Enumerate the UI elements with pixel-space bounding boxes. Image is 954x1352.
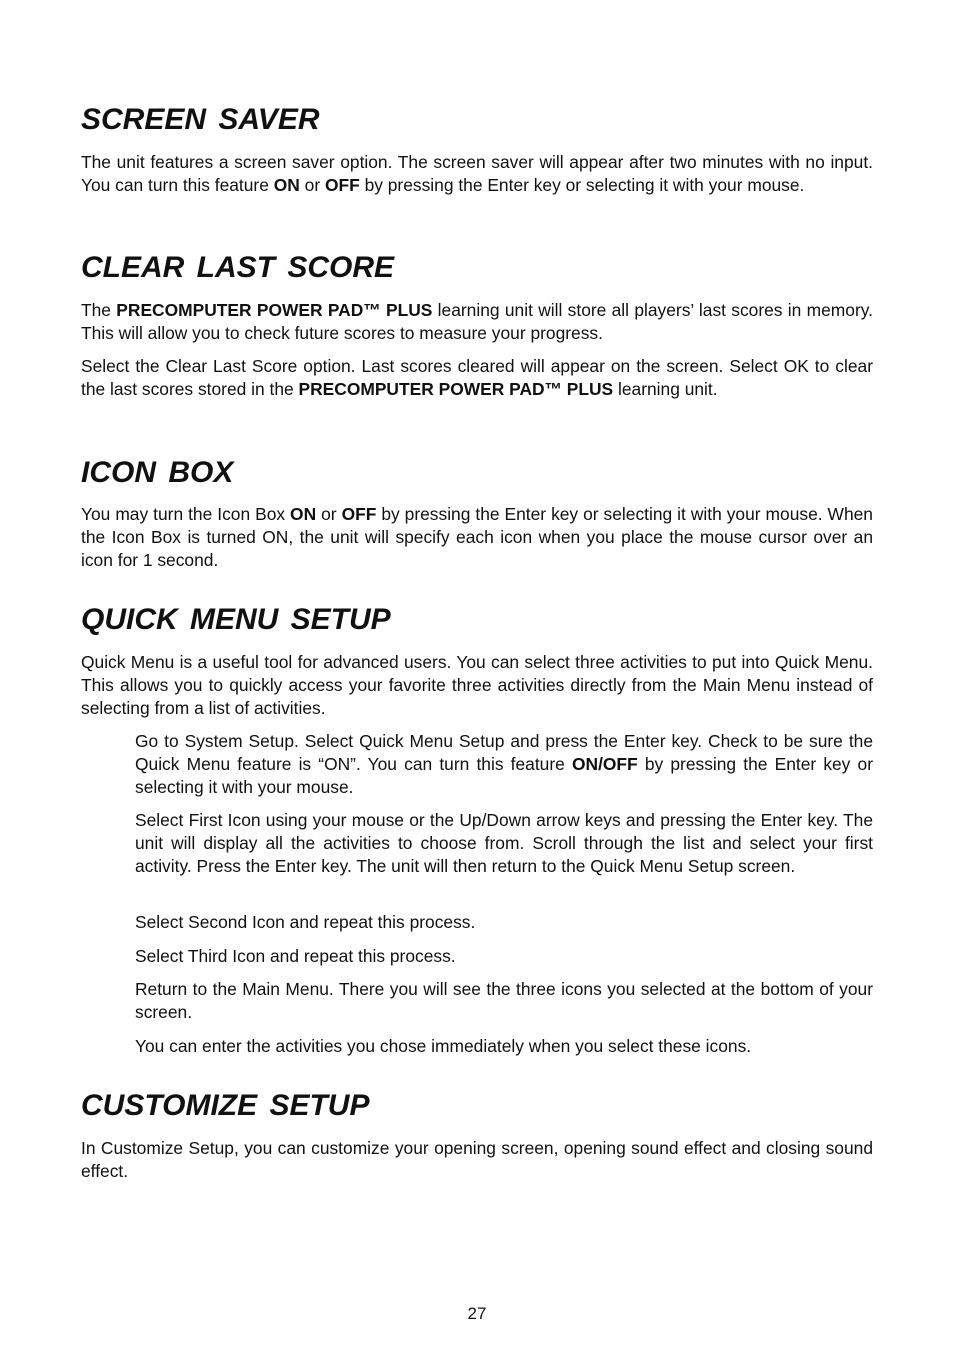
text-span: by pressing the Enter key or selecting it with your mouse.	[359, 175, 805, 195]
bold-product-name: PRECOMPUTER POWER PAD™ PLUS	[298, 379, 614, 399]
quick-menu-step-2: Select First Icon using your mouse or the Up/Down arrow keys and pressing the Enter key. The unit will display all the activities to choose from. Scroll through the list and select your first activity. Press the Enter key. The unit will then return to the Quick Menu Setup screen.	[135, 810, 873, 876]
quick-menu-step-3: Select Second Icon and repeat this process.	[135, 912, 476, 932]
bold-on-off: ON/OFF	[571, 754, 638, 774]
heading-quick-menu-setup: QUICK MENU SETUP	[81, 603, 391, 636]
quick-menu-step-5: Return to the Main Menu. There you will see the three icons you selected at the bottom of your screen.	[135, 979, 873, 1022]
icon-box-paragraph	[81, 503, 873, 572]
text-span: learning unit.	[613, 379, 718, 399]
quick-menu-step-6: You can enter the activities you chose immediately when you select these icons.	[135, 1036, 752, 1056]
heading-screen-saver: SCREEN SAVER	[81, 103, 320, 136]
page-number: 27	[467, 1304, 487, 1323]
bold-on: ON	[290, 504, 317, 524]
heading-icon-box: ICON BOX	[81, 456, 234, 489]
heading-customize-setup: CUSTOMIZE SETUP	[81, 1089, 370, 1122]
text-span: by pressing the Enter key or selecting it with your mouse. When the Icon Box is turned ON, the unit will specify each icon when you place the mouse cursor over an icon for 1 second.	[81, 504, 873, 570]
clear-last-score-paragraph-2	[81, 355, 873, 401]
quick-menu-intro-paragraph: Quick Menu is a useful tool for advanced users. You can select three activities to put into Quick Menu. This allows you to quickly access your favorite three activities directly from the Main Menu instead of selecting from a list of activities.	[81, 652, 873, 718]
bold-off: OFF	[341, 504, 377, 524]
text-span: Go to System Setup. Select Quick Menu Setup and press the Enter key. Check to be sure the Quick Menu feature is “ON”. You can turn this feature	[135, 731, 873, 774]
screen-saver-paragraph	[81, 151, 873, 197]
quick-menu-step-1	[135, 730, 873, 799]
text-span: The	[81, 300, 117, 320]
text-span: Select the Clear Last Score option. Last scores cleared will appear on the screen. Select OK to clear the last scores stored in the	[81, 356, 873, 399]
bold-off: OFF	[324, 175, 360, 195]
text-span: or	[316, 504, 342, 524]
heading-clear-last-score: CLEAR LAST SCORE	[81, 251, 395, 284]
text-span: You may turn the Icon Box	[81, 504, 291, 524]
text-span: learning unit will store all players’ last scores in memory. This will allow you to check future scores to measure your progress.	[81, 300, 873, 343]
quick-menu-step-4: Select Third Icon and repeat this process.	[135, 946, 456, 966]
text-span: or	[299, 175, 325, 195]
bold-product-name: PRECOMPUTER POWER PAD™ PLUS	[116, 300, 433, 320]
customize-setup-paragraph: In Customize Setup, you can customize your opening screen, opening sound effect and closing sound effect.	[81, 1138, 873, 1181]
text-span: by pressing the Enter key or selecting it with your mouse.	[135, 754, 874, 797]
clear-last-score-paragraph-1	[81, 299, 873, 345]
text-span: The unit features a screen saver option. The screen saver will appear after two minutes with no input. You can turn this feature	[81, 152, 873, 195]
bold-on: ON	[273, 175, 300, 195]
